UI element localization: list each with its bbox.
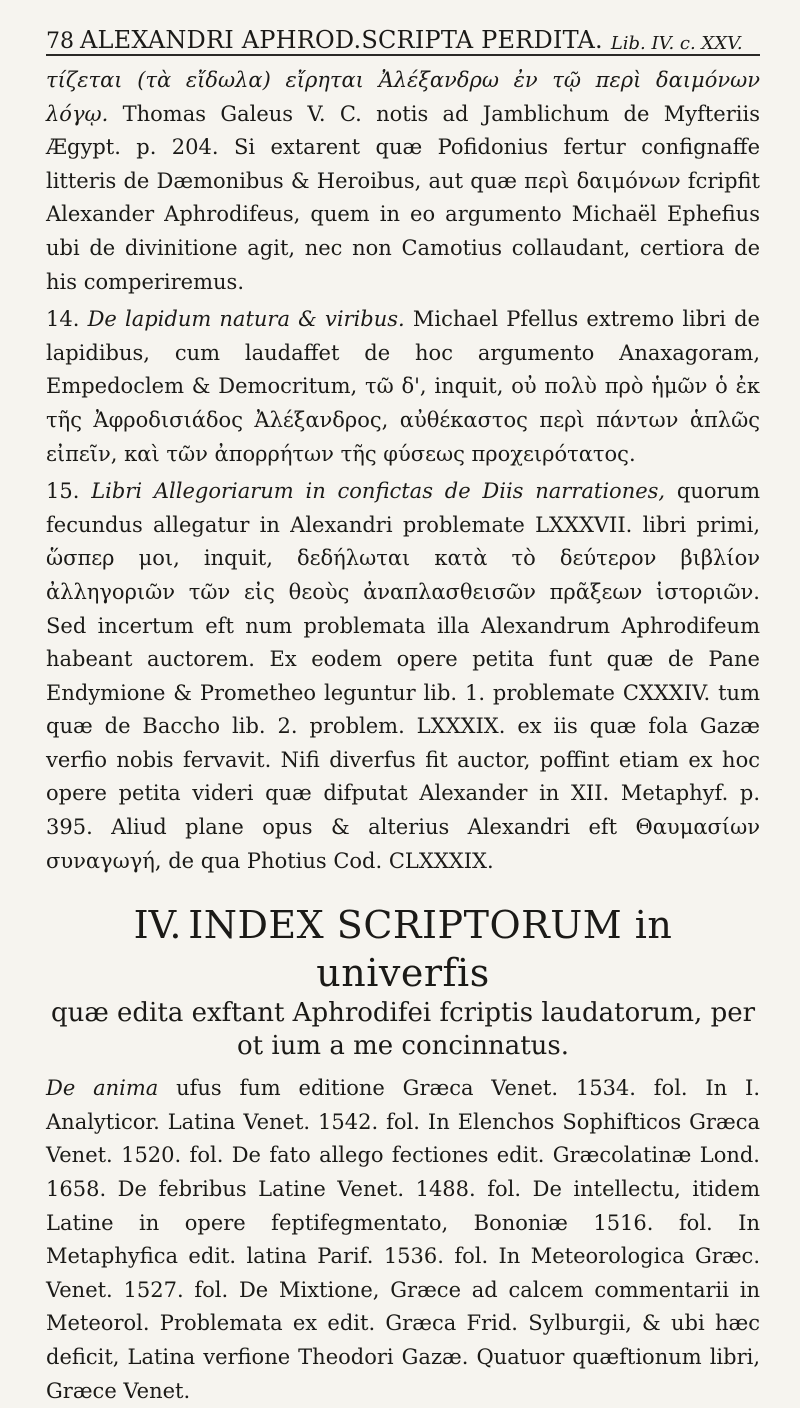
index-text: ufus fum editione Græca Venet. 1534. fol. In I. Analyticor. Latina Venet. 1542. fol. In Elenchos Sophifticos Græca Venet. 1520. fol. De fato allego fectiones edit. Græcolatinæ Lond. 1658. De febribus Latine Venet. 1488. fol. De intellectu, itidem Latine in opere feptifegmentato, Bononiæ 1516. fol. In Metaphyfica edit. latina Parif. 1536. fol. In Meteorologica Græc. Venet. 1527. fol. De Mixtione, Græce ad calcem commentarii in Meteorol. Problemata ex edit. Græca Frid. Sylburgii, & ubi hæc deficit, Latina verfione Theodori Gazæ. Quatuor quæftionum libri, Græce Venet. <box>46 1076 760 1403</box>
item-title: De lapidum natura & viribus. <box>87 307 405 332</box>
section-number: IV. <box>133 903 182 948</box>
page-number: 78 <box>46 29 74 54</box>
item-14 <box>46 303 760 471</box>
item-number: 15. <box>46 479 80 504</box>
item-text: quorum fecundus allegatur in Alexandri problemate LXXXVII. libri primi, ὥσπερ μοι, inquit, δεδήλωται κατὰ τὸ δεύτερον βιβλίον ἀλληγοριῶν τῶν εἰς θεοὺς ἀναπλασθεισῶν πρᾶξεων ἱστοριῶν. Sed incertum eft num problemata illa Alexandrum Aphrodifeum habeant auctorem. Ex eodem opere petita funt quæ de Pane Endymione & Prometheo leguntur lib. 1. problemate CXXXIV. tum quæ de Baccho lib. 2. problem. LXXXIX. ex iis quæ fola Gazæ verfio nobis fervavit. Nifi diverfus fit auctor, poffint etiam ex hoc opere petita videri quæ difputat Alexander in XII. Metaphyf. p. 395. Aliud plane opus & alterius Alexandri eft Θαυμασίων συναγωγή, de qua Photius Cod. CLXXXIX. <box>46 479 760 873</box>
body-text <box>46 64 760 1408</box>
running-title: ALEXANDRI APHROD.SCRIPTA PERDITA. <box>80 26 603 54</box>
latin-text: Thomas Galeus V. C. notis ad Jamblichum de Myfteriis Ægypt. p. 204. Si extarent quæ Pofidonius fertur confignaffe litteris de Dæmonibus & Heroibus, aut quæ περὶ δαιμόνων fcripfit Alexander Aphrodifeus, quem in eo argumento Michaël Ephefius ubi de divinitione agit, nec non Camotius collaudant, certiora de his comperiremus. <box>46 101 760 294</box>
opening-paragraph <box>46 64 760 299</box>
section-heading <box>46 902 760 1062</box>
greek-quotation: τίζεται (τὰ εἴδωλα) εἴρηται Ἀλέξανδρω ἐν τῷ περὶ δαιμόνων λόγῳ. <box>46 68 760 126</box>
index-keyword: De anima <box>46 1076 159 1101</box>
book-chapter-label: Lib. IV. c. XXV. <box>610 33 743 54</box>
index-entry <box>46 1072 760 1408</box>
running-header <box>46 20 760 56</box>
section-subtitle: quæ edita exftant Aphrodifei fcriptis laudatorum, per ot ium a me concinnatus. <box>50 998 756 1061</box>
item-15 <box>46 475 760 878</box>
item-title: Libri Allegoriarum in confictas de Diis narrationes, <box>91 479 666 504</box>
item-number: 14. <box>46 307 80 332</box>
section-title: INDEX SCRIPTORUM in univerfis <box>188 903 673 995</box>
item-text: Michael Pfellus extremo libri de lapidibus, cum laudaffet de hoc argumento Anaxagoram, Empedoclem & Democritum, τῶ δ', inquit, οὐ πολὺ πρὸ ἡμῶν ὁ ἐκ τῆς Ἀφροδισιάδος Ἀλέξανδρος, αὐθέκαστος περὶ πάντων ἁπλῶς εἰπεῖν, καὶ τῶν ἀπορρήτων τῆς φύσεως προχειρότατος. <box>46 307 760 466</box>
